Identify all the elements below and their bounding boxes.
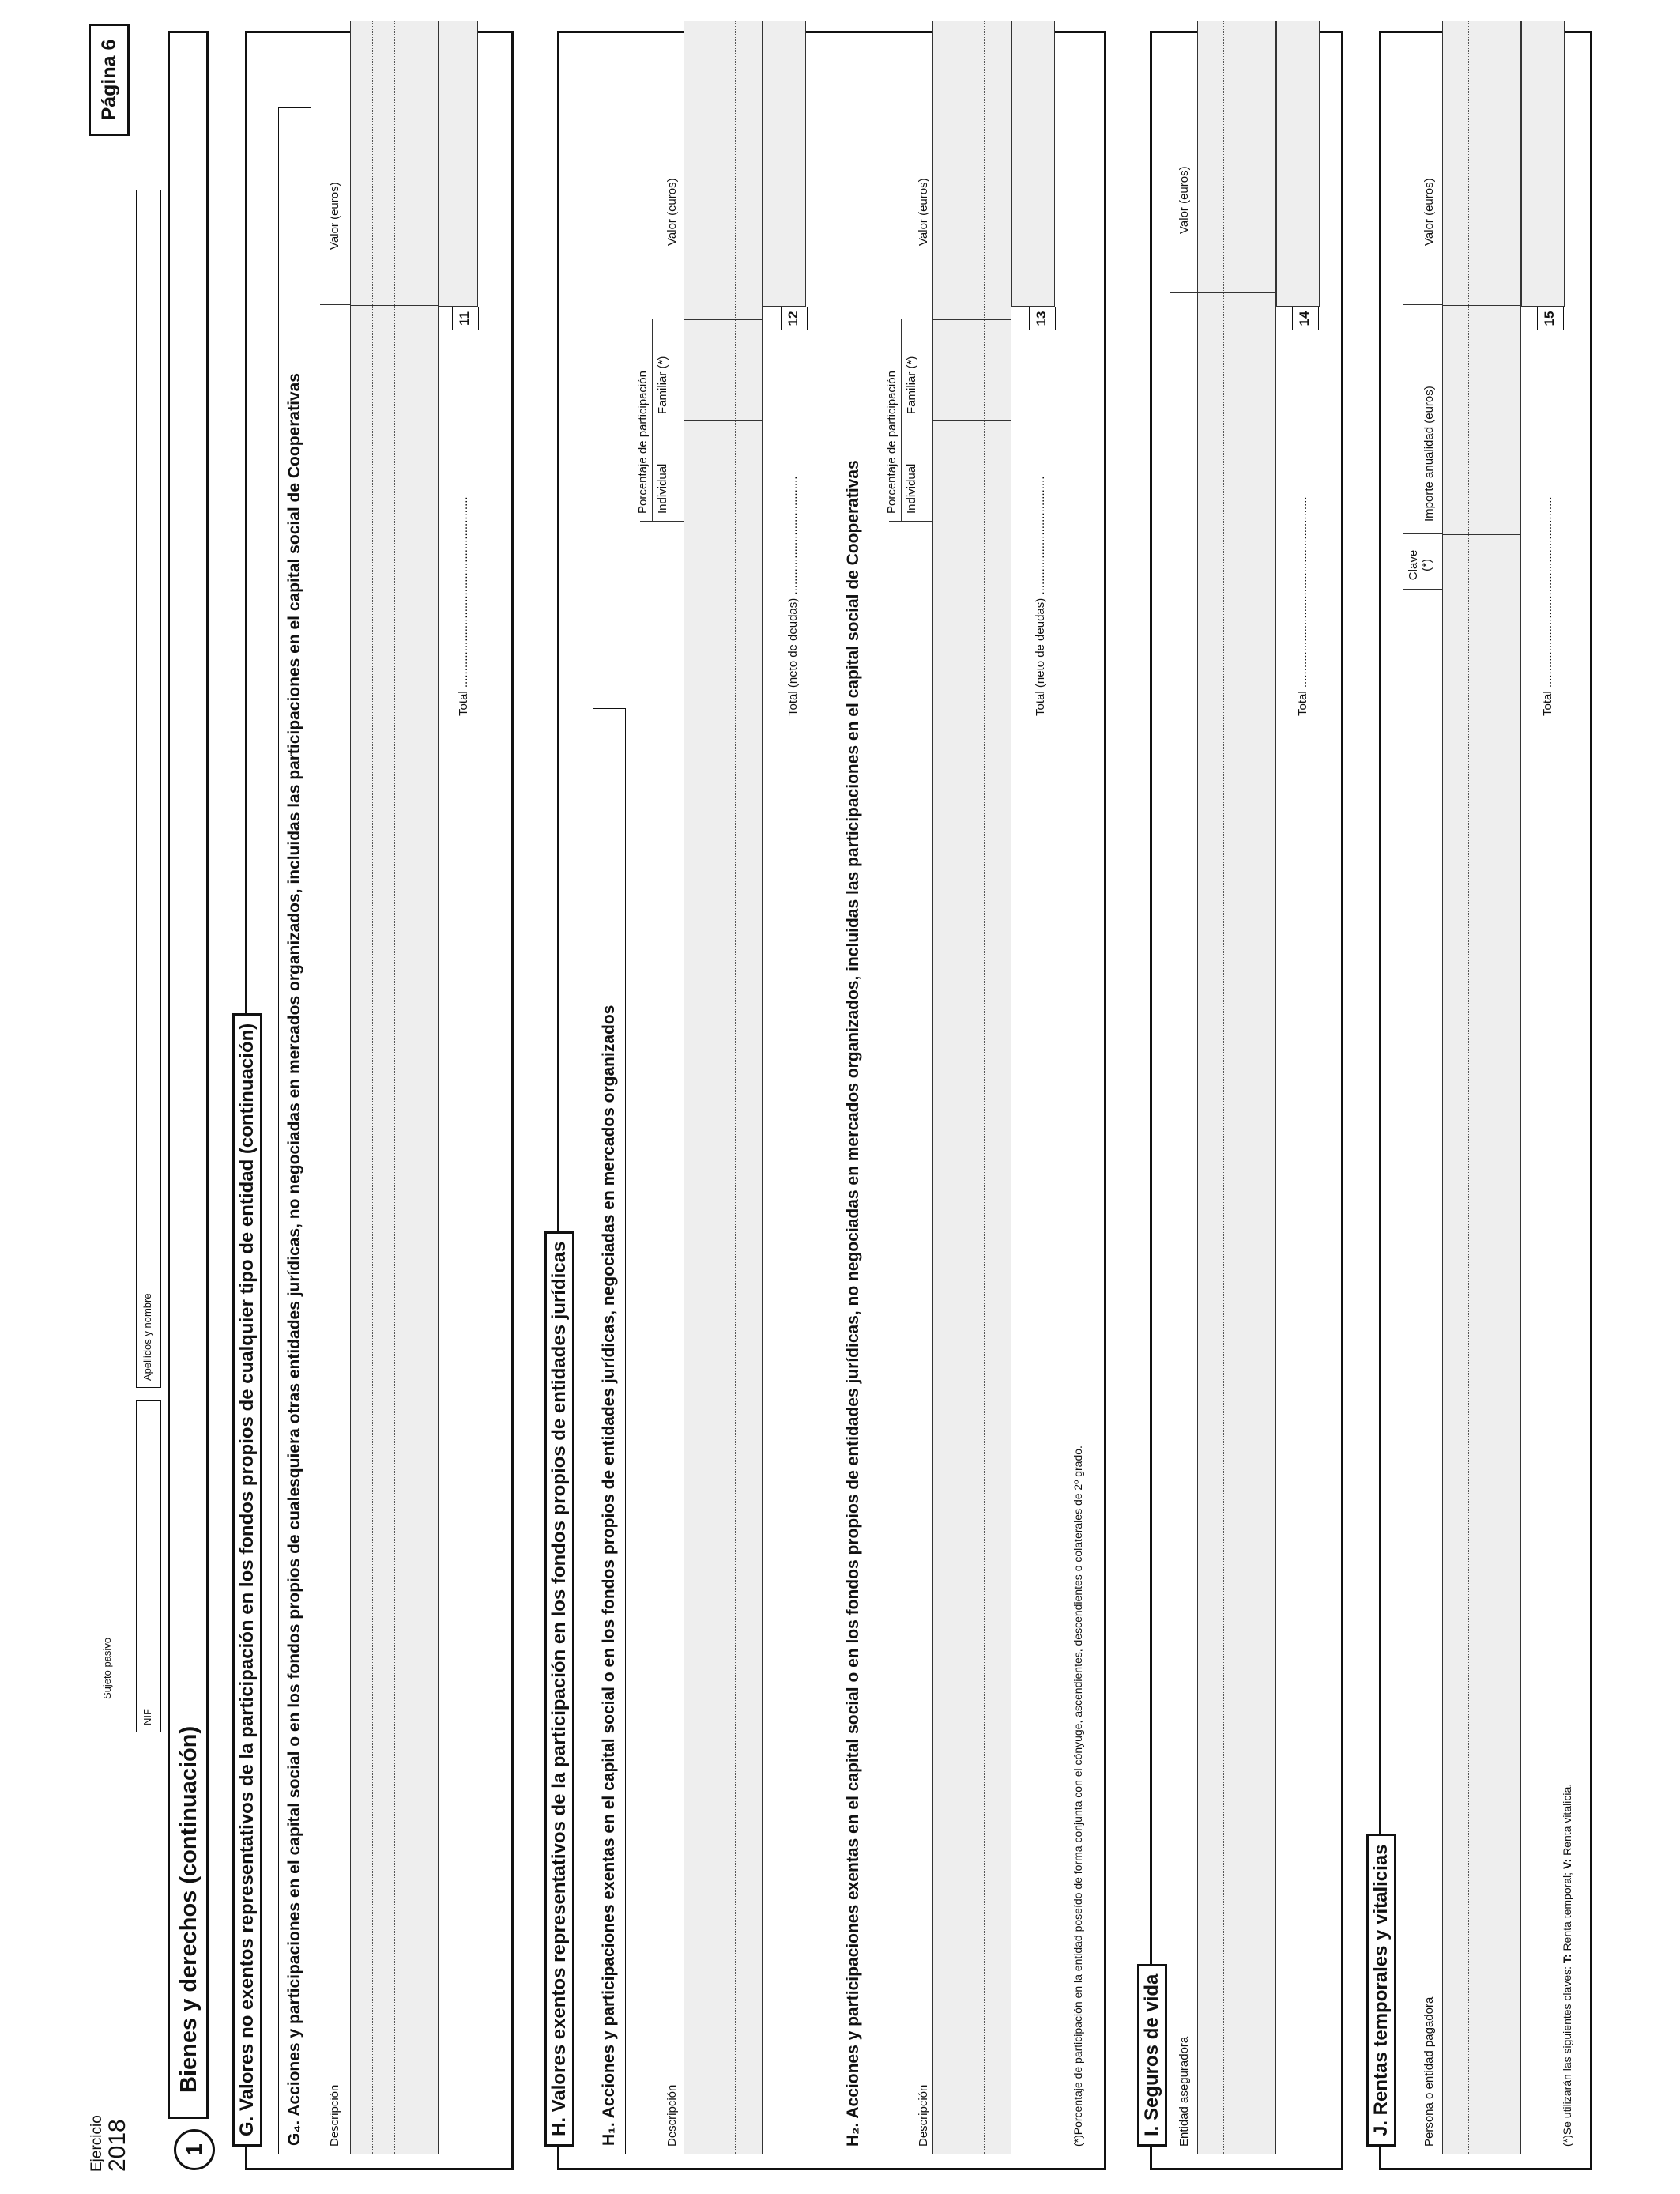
j-col-valor: Valor (euros) xyxy=(1422,178,1436,246)
section-j-title: J. Rentas temporales y vitalicias xyxy=(1366,1834,1396,2147)
g-col-valor: Valor (euros) xyxy=(328,182,341,250)
ejercicio-label: Ejercicio xyxy=(89,2115,105,2172)
h2-rows-table[interactable] xyxy=(932,21,1011,2154)
g4-title-box xyxy=(278,107,311,2154)
i-code-14: 14 xyxy=(1292,307,1319,330)
j-col-persona: Persona o entidad pagadora xyxy=(1422,1996,1436,2147)
j-footnote: (*)Se utilizarán las siguientes claves: T: Renta temporal; V: Renta vitalicia. xyxy=(1561,1783,1573,2147)
sujeto-pasivo-label: Sujeto pasivo xyxy=(101,1637,113,1699)
h1-col-familiar: Familiar (*) xyxy=(656,356,669,414)
table-row[interactable] xyxy=(735,21,736,2154)
h2-total-field[interactable] xyxy=(1011,21,1055,307)
h2-total-label: Total (neto de deudas) .................................... xyxy=(1034,476,1047,716)
apellidos-field[interactable] xyxy=(136,190,161,1388)
h2-col-descripcion: Descripción xyxy=(917,2084,930,2147)
h1-total-field[interactable] xyxy=(763,21,806,307)
i-total-field[interactable] xyxy=(1276,21,1320,307)
apellidos-label: Apellidos y nombre xyxy=(141,1293,153,1381)
h1-rows-table[interactable] xyxy=(684,21,763,2154)
h2-col-porcentaje: Porcentaje de participación xyxy=(885,371,898,514)
table-row[interactable] xyxy=(394,21,395,2154)
h2-title-box xyxy=(838,36,871,2154)
h2-col-individual: Individual xyxy=(905,463,918,514)
section-title: Bienes y derechos (continuación) xyxy=(176,1725,202,2093)
h1-col-porcentaje: Porcentaje de participación xyxy=(636,371,650,514)
g-code-11: 11 xyxy=(452,307,479,330)
j-code-15: 15 xyxy=(1537,307,1564,330)
i-total-label: Total .......................................................... xyxy=(1296,496,1309,716)
j-col-clave: Clave (*) xyxy=(1407,549,1433,581)
j-total-label: Total .......................................................... xyxy=(1541,496,1554,716)
g-total-label: Total .......................................................... xyxy=(457,496,470,716)
h2-col-familiar: Familiar (*) xyxy=(905,356,918,414)
g-col-descripcion: Descripción xyxy=(328,2084,341,2147)
h-footnote: (*)Porcentaje de participación en la entidad poseído de forma conjunta con el cónyuge, ascendientes, descendientes o colaterales de 2º grado. xyxy=(1072,1446,1084,2147)
section-i-title: I. Seguros de vida xyxy=(1137,1964,1167,2147)
section-h xyxy=(557,31,1106,2170)
table-row[interactable] xyxy=(984,21,985,2154)
j-col-importe: Importe anualidad (euros) xyxy=(1422,386,1436,522)
section-title-box xyxy=(168,31,209,2119)
h1-code-12: 12 xyxy=(781,307,808,330)
nif-label: NIF xyxy=(141,1709,153,1725)
j-rows-table[interactable] xyxy=(1442,21,1521,2154)
h1-col-valor: Valor (euros) xyxy=(665,178,679,246)
h2-code-13: 13 xyxy=(1029,307,1056,330)
i-col-entidad: Entidad aseguradora xyxy=(1177,2036,1191,2147)
g-rows-table[interactable] xyxy=(350,21,439,2154)
section-number-badge: 1 xyxy=(174,2129,215,2170)
table-row[interactable] xyxy=(372,21,373,2154)
h1-title: H₁. Acciones y participaciones exentas en el capital social o en los fondos propios de entidades jurídicas, negociadas en mercados organizados xyxy=(600,1005,618,2146)
h1-total-label: Total (neto de deudas) .................................... xyxy=(786,476,800,716)
g-total-field[interactable] xyxy=(439,21,478,307)
table-row[interactable] xyxy=(1468,21,1469,2154)
h1-col-individual: Individual xyxy=(656,463,669,514)
section-h-title: H. Valores exentos representativos de la participación en los fondos propios de entidades jurídicas xyxy=(544,1231,574,2147)
j-total-field[interactable] xyxy=(1521,21,1565,307)
ejercicio-year: 2018 xyxy=(104,2119,130,2172)
g4-title: G₄. Acciones y participaciones en el capital social o en los fondos propios de cualesquiera otras entidades jurídicas, no negociadas en mercados organizados, incluidas las participaciones en el capital social de Cooperativas xyxy=(285,373,303,2146)
i-col-valor: Valor (euros) xyxy=(1177,166,1191,234)
i-rows-table[interactable] xyxy=(1197,21,1276,2154)
h2-col-valor: Valor (euros) xyxy=(917,178,930,246)
page-number: Página 6 xyxy=(89,24,130,136)
h1-title-box xyxy=(593,708,626,2154)
nif-field[interactable] xyxy=(136,1400,161,1732)
section-g-title: G. Valores no exentos representativos de la participación en los fondos propios de cualquier tipo de entidad (continuación) xyxy=(232,1013,262,2147)
table-row[interactable] xyxy=(1223,21,1224,2154)
h1-col-descripcion: Descripción xyxy=(665,2084,679,2147)
h2-title: H₂. Acciones y participaciones exentas en el capital social o en los fondos propios de entidades jurídicas, no negociadas en mercados organizados, incluidas las participaciones en el capital social de Cooperativas xyxy=(844,460,862,2147)
